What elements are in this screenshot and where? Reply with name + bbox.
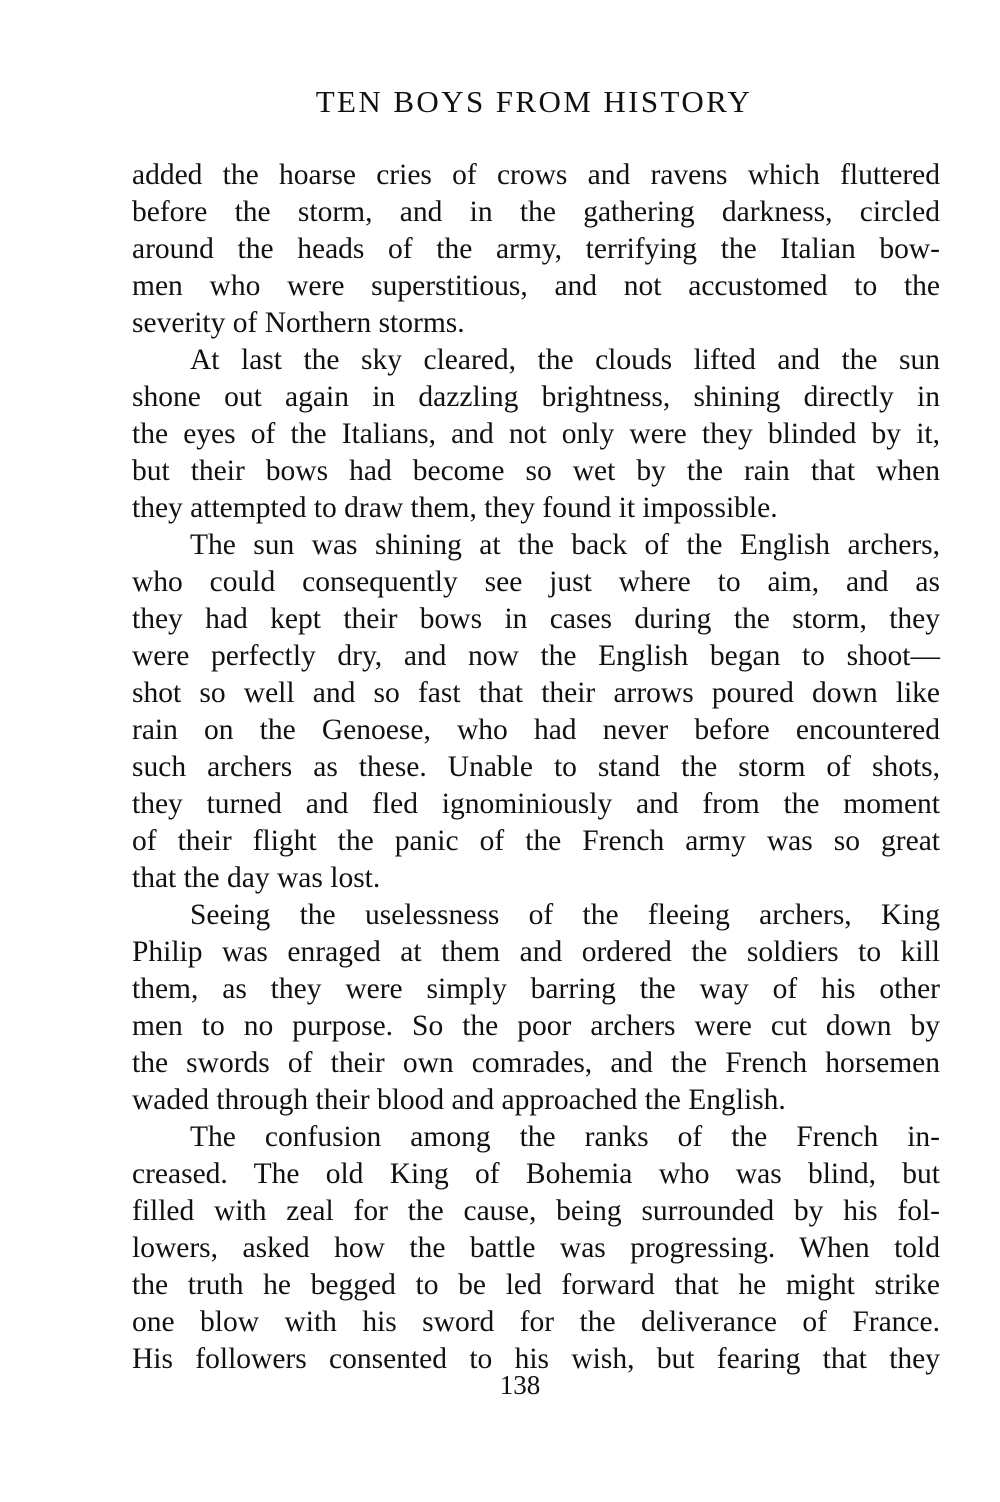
text-line: of their flight the panic of the French army was so great <box>132 825 940 857</box>
running-head: TEN BOYS FROM HISTORY <box>315 84 753 119</box>
text-line: shot so well and so fast that their arrows poured down like <box>132 677 940 709</box>
text-line: around the heads of the army, terrifying the Italian bow- <box>132 233 940 265</box>
body-text <box>132 157 940 1378</box>
text-line: waded through their blood and approached the English. <box>132 1084 786 1116</box>
text-line: they turned and fled ignominiously and from the moment <box>132 788 940 820</box>
paragraph-2 <box>132 342 940 527</box>
text-line: At last the sky cleared, the clouds lifted and the sun <box>190 344 940 376</box>
text-line: the truth he begged to be led forward that he might strike <box>132 1269 940 1301</box>
text-line: The sun was shining at the back of the English archers, <box>190 529 940 561</box>
text-line: The confusion among the ranks of the French in- <box>190 1121 940 1153</box>
text-line: the swords of their own comrades, and the French horsemen <box>132 1047 940 1079</box>
paragraph-3 <box>132 527 940 897</box>
text-line: men to no purpose. So the poor archers were cut down by <box>132 1010 940 1042</box>
text-line: them, as they were simply barring the way of his other <box>132 973 940 1005</box>
text-line: they had kept their bows in cases during the storm, they <box>132 603 940 635</box>
text-line: were perfectly dry, and now the English began to shoot— <box>132 640 940 672</box>
text-line: severity of Northern storms. <box>132 307 465 339</box>
page-number: 138 <box>499 1370 541 1400</box>
text-line: the eyes of the Italians, and not only were they blinded by it, <box>132 418 940 450</box>
text-line: Seeing the uselessness of the fleeing archers, King <box>190 899 940 931</box>
text-line: filled with zeal for the cause, being surrounded by his fol- <box>132 1195 940 1227</box>
text-line: added the hoarse cries of crows and ravens which fluttered <box>132 159 940 191</box>
text-line: Philip was enraged at them and ordered the soldiers to kill <box>132 936 940 968</box>
text-line: they attempted to draw them, they found it impossible. <box>132 492 778 524</box>
text-line: one blow with his sword for the deliverance of France. <box>132 1306 940 1338</box>
text-line: His followers consented to his wish, but fearing that they <box>132 1343 940 1375</box>
text-line: before the storm, and in the gathering darkness, circled <box>132 196 940 228</box>
text-line: rain on the Genoese, who had never before encountered <box>132 714 940 746</box>
text-line: but their bows had become so wet by the rain that when <box>132 455 940 487</box>
text-line: such archers as these. Unable to stand the storm of shots, <box>132 751 940 783</box>
text-line: shone out again in dazzling brightness, shining directly in <box>132 381 940 413</box>
text-line: that the day was lost. <box>132 862 381 894</box>
paragraph-5 <box>132 1119 940 1378</box>
paragraph-4 <box>132 897 940 1119</box>
text-line: men who were superstitious, and not accustomed to the <box>132 270 940 302</box>
text-line: lowers, asked how the battle was progressing. When told <box>132 1232 940 1264</box>
text-line: who could consequently see just where to aim, and as <box>132 566 940 598</box>
paragraph-1 <box>132 157 940 342</box>
text-line: creased. The old King of Bohemia who was blind, but <box>132 1158 940 1190</box>
